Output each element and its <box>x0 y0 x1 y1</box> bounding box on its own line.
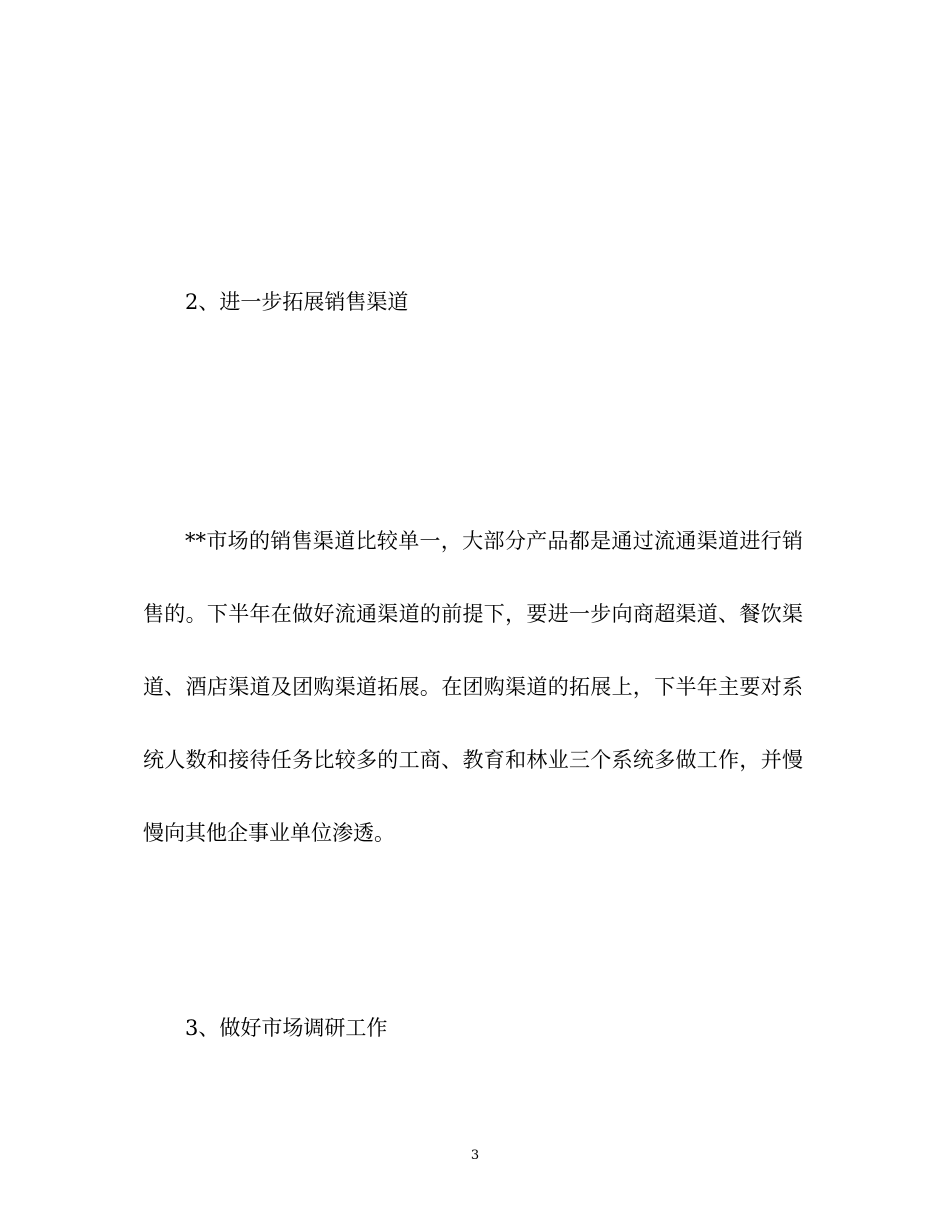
section-heading-sales-channels: 2、进一步拓展销售渠道 <box>185 290 409 314</box>
section-paragraph-sales-channels: **市场的销售渠道比较单一，大部分产品都是通过流通渠道进行销售的。下半年在做好流通渠道的前提下，要进一步向商超渠道、餐饮渠道、酒店渠道及团购渠道拓展。在团购渠道的拓展上，下半年主要对系统人数和接待任务比较多的工商、教育和林业三个系统多做工作，并慢慢向其他企事业单位渗透。 <box>143 529 803 845</box>
section-heading-market-research: 3、做好市场调研工作 <box>185 1016 388 1040</box>
page-number: 3 <box>470 1148 480 1163</box>
